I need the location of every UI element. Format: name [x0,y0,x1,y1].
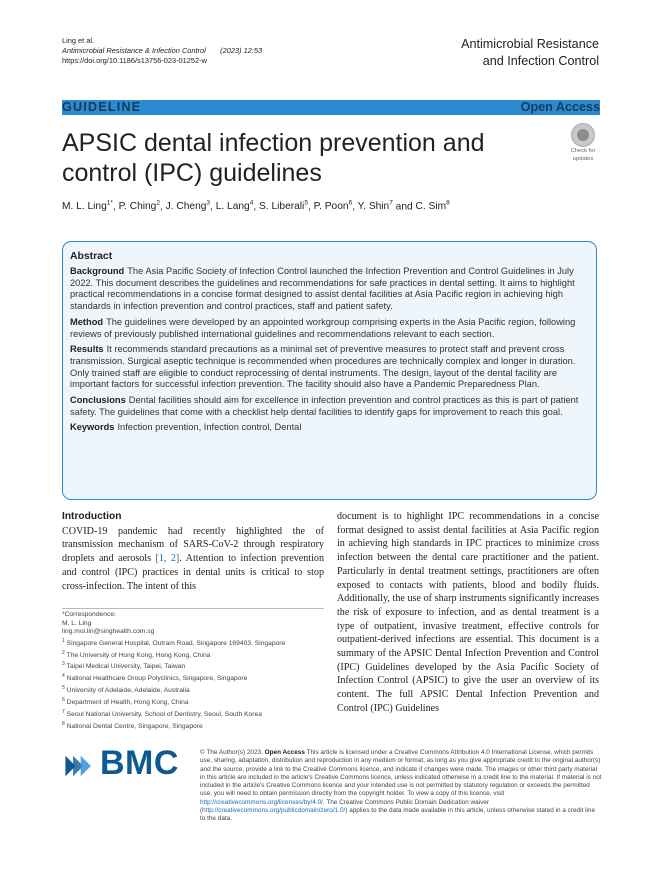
intro-paragraph-continued: document is to highlight IPC recommendations in a concise format designed to assist dental facilities at Asia Pacific region in achieving high standards in IPC practices to minimize cross infection between the dental care practitioner and the patient. Particularly in dental treatment settings, practitioners are often exposed to contacts with patients, blood and bodily fluids. Additionally, the use of sharp instruments significantly increases the risk of exposure to infection, and as dental treatment is a type of outpatient, invasive treatment, effective controls for outpatient-derived infections are essential. This document is a summary of the APSIC Dental Infection Prevention and Control (IPC) Guidelines developed by the Asia Pacific Society of Infection Control (APSIC) to give the user an overview of its content. The full APSIC Dental Infection Prevention and Control (IPC) Guidelines [337,511,599,714]
abstract-background: Background The Asia Pacific Society of Infection Control launched the Infection Prevention and Control Guidelines in July 2022. This document describes the guidelines and recommendations for safe practices in dental setting. It aims to highlight practical recommendations in a concise format designed to assist dental facilities at Asia Pacific region in achieving high standards in infection prevention and control practices, staff and patient safety. [70,266,575,312]
abstract-conclusions: Conclusions Dental facilities should aim for excellence in infection prevention and control practices as this is part of patient safety. The guidelines that come with a checklist help dental facilities to identify gaps for improvement to reach this goal. [70,395,579,417]
doi-link[interactable]: https://doi.org/10.1186/s13756-023-01252-w [62,56,207,65]
abstract-method: Method The guidelines were developed by an appointed workgroup comprising experts in the Asia Pacific region, following reviews of previously published international guidelines and recommendations relevant to each section. [70,316,576,339]
footnote-divider [62,608,324,609]
author[interactable]: M. L. Ling$^{1*}$ [62,200,113,213]
abstract-keywords: Keywords Infection prevention, Infection control, Dental [70,422,302,433]
check-for-updates-icon [571,123,595,147]
bmc-logo-icon [62,750,96,782]
citation-link[interactable]: [1, 2] [155,553,180,565]
open-access-label: Open Access [515,100,600,115]
affiliation: $^1$ Singapore General Hospital, Outram Road, Singapore 169403, Singapore [62,637,286,648]
article-title: APSIC dental infection prevention and control (IPC) guidelines [62,129,485,187]
author[interactable]: C. Sim$^8$ [415,200,450,213]
body-right-column [337,510,599,716]
bmc-logo-text: BMC [100,744,179,782]
correspondence-email[interactable]: ling.moi.lin@singhealth.com.sg [62,628,155,636]
affiliation: $^2$ The University of Hong Kong, Hong Kong, China [62,649,211,659]
public-domain-link[interactable]: http://creativecommons.org/publicdomain/zero/1.0/ [202,807,346,815]
author[interactable]: S. Liberali$^5$ [259,200,308,213]
journal-citation: Antimicrobial Resistance & Infection Control (2023) 12:53 [62,46,263,55]
affiliation: $^4$ National Healthcare Group Polyclinics, Singapore, Singapore [62,673,248,683]
author-line: Ling et al. [62,36,95,45]
affiliation: $^7$ Seoul National University, School of Dentistry, Seoul, South Korea [62,708,262,718]
abstract-results: Results It recommends standard precautions as a minimal set of preventive measures to protect staff and prevent cross transmission. Surgical aseptic technique is recommended when procedures are technically complex and longer in duration. Only trained staff are eligible to conduct reprocessing of dental instruments. The design, layout of the dental facility are important factors for successful infection prevention. The facility should also have a Pandemic Preparedness Plan. [70,344,576,390]
intro-paragraph: COVID-19 pandemic had recently highlighted the of transmission mechanism of SARS-CoV-2 through respiratory droplets and aerosols [1, 2]. Attention to infection prevention and control (IPC) practices in dental units is critical to stop cross-infection. The intent of this [62,525,324,592]
journal-title: Antimicrobial Resistance and Infection Control [461,37,599,68]
affiliation: $^8$ National Dental Centre, Singapore, Singapore [62,720,203,730]
body-left-column [62,510,324,593]
author[interactable]: L. Lang$^4$ [215,200,254,213]
footnotes: *Correspondence: M. L. Ling ling.moi.lin@singhealth.com.sg $^1$ Singapore General Hospital, Outram Road, Singapore 169403, Singapore $^2$ The University of Hong Kong, Hong Kong, China $^3$ Taipei Medical University, Taipei, Taiwan $^4$ National Healthcare Group Polyclinics, Singapore, Singapore $^5$ University of Adelaide, Adelaide, Australia $^6$ Department of Health, Hong Kong, China $^7$ Seoul National University, School of Dentistry, Seoul, South Korea $^8$ National Dental Centre, Singapore, Singapore [62,611,324,731]
author[interactable]: Y. Shin$^7$ [357,200,393,213]
author[interactable]: J. Cheng$^3$ [165,200,211,213]
running-header [62,36,262,66]
check-for-updates-badge[interactable]: Check for updates [566,123,600,162]
affiliation: $^5$ University of Adelaide, Adelaide, Australia [62,685,190,695]
author[interactable]: P. Ching$^2$ [118,200,160,213]
license-text: © The Author(s) 2023. Open Access This article is licensed under a Creative Commons Attribution 4.0 International License, which permits use, sharing, adaptation, distribution and reproduction in any medium or format, as long as you give appropriate credit to the original author(s) and the source, provide a link to the Creative Commons licence, and indicate if changes were made. The images or other third party material in this article are included in the article's Creative Commons licence, unless indicated otherwise in a credit line to the material. If material is not included in the article's Creative Commons licence and your intended use is not permitted by statutory regulation or exceeds the permitted use, you will need to obtain permission directly from the copyright holder. To view a copy of this licence, visit http://creativecommons.org/licenses/by/4.0/. The Creative Commons Public Domain Dedication waiver (http://creativecommons.org/publicdomain/zero/1.0/) applies to the data made available in this article, unless otherwise stated in a credit line to the data. [200,749,602,823]
author[interactable]: P. Poon$^6$ [313,200,353,213]
license-link[interactable]: http://creativecommons.org/licenses/by/4.0/ [200,798,323,806]
abstract-box [62,241,597,500]
author-list: M. L. Ling$^{1*}$, P. Ching$^2$, J. Cheng$^3$, L. Lang$^4$, S. Liberali$^5$, P. Poon$^6$, Y. Shin$^7$ and C. Sim$^8$ [62,200,450,213]
affiliation: $^3$ Taipei Medical University, Taipei, Taiwan [62,661,186,671]
article-type-label: GUIDELINE [62,100,147,115]
section-heading-introduction: Introduction [62,511,122,522]
abstract-heading: Abstract [70,251,113,262]
affiliation: $^6$ Department of Health, Hong Kong, China [62,696,189,707]
